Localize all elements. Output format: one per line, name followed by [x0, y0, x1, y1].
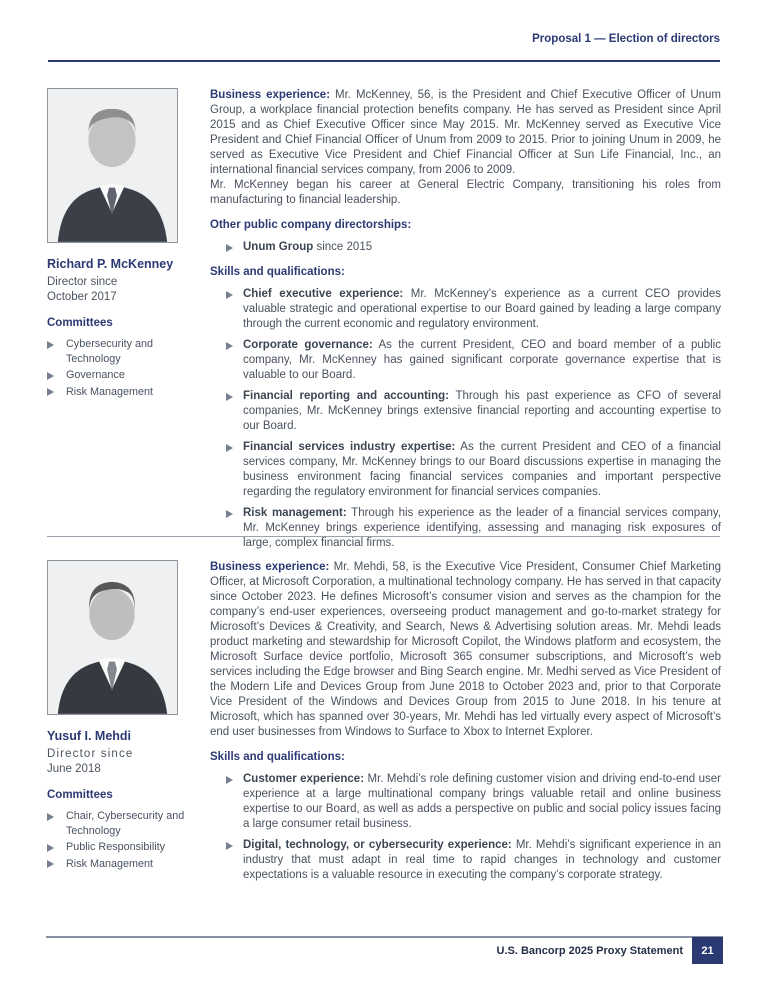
footer-document-title: U.S. Bancorp 2025 Proxy Statement — [496, 945, 683, 957]
committee-item: Public Responsibility — [47, 840, 187, 855]
director-details — [210, 88, 721, 557]
skill-text: Mr. Mehdi’s role defining customer vision and driving end-to-end user experience at a large multinational company brings valuable retail and online business expertise to our Board, as well as adds a perspective on public and social policy issues facing a large consumer retail business. — [243, 773, 722, 830]
business-experience-paragraph — [210, 560, 721, 740]
business-experience-label: Business experience: — [210, 561, 330, 573]
bullet-triangle-icon — [226, 291, 233, 299]
directorship-detail: since 2015 — [316, 241, 373, 253]
business-experience-text: Mr. McKenney, 56, is the President and Chief Executive Officer of Unum Group, a workplace financial protection benefits company. He has served as President since April 2015 and as Chief Executive Officer since May 2015. Mr. McKenney served as Executive Vice President and Chief Financial Officer of Unum from 2009 to 2015. Prior to joining Unum in 2009, he served as Executive Vice President and Chief Financial Officer at Sun Life Financial, Inc., an international financial services company, from 2006 to 2009. — [210, 89, 721, 176]
director-photo — [47, 560, 178, 715]
page-number-badge — [692, 937, 723, 964]
business-experience-paragraph — [210, 88, 721, 178]
section-divider — [47, 536, 720, 537]
committee-list — [47, 809, 187, 871]
skills-list — [210, 287, 721, 551]
bullet-triangle-icon — [226, 393, 233, 401]
skill-label: Risk management: — [243, 507, 347, 519]
skill-text: As the current President, CEO and board member of a public company, Mr. McKenney has gained significant corporate governance expertise that is valuable to our Board. — [243, 339, 721, 381]
bullet-triangle-icon — [47, 813, 54, 821]
page-header-title: Proposal 1 — Election of directors — [532, 33, 720, 45]
director-details — [210, 560, 721, 889]
committee-item: Cybersecurity and Technology — [47, 337, 187, 366]
skill-item — [210, 389, 721, 434]
bullet-triangle-icon — [47, 860, 54, 868]
skill-text: Mr. Mehdi’s significant experience in an industry that must adapt in real time to rapid changes in technology and customer expectations is a valuable resource in executing the company’s corporate strategy. — [243, 839, 721, 881]
bullet-triangle-icon — [47, 341, 54, 349]
skill-item — [210, 440, 721, 500]
committee-item: Chair, Cybersecurity and Technology — [47, 809, 187, 838]
director-sidebar — [47, 560, 187, 873]
skill-label: Customer experience: — [243, 773, 365, 785]
page-number: 21 — [701, 944, 714, 957]
directorship-company: Unum Group — [243, 241, 314, 253]
director-name: Yusuf I. Mehdi — [47, 729, 132, 743]
committees-heading: Committees — [47, 317, 113, 329]
skill-text: Mr. McKenney’s experience as a current CEO provides valuable strategic and operational expertise to our Board gained by leading a large company through the current economic and regulatory environment. — [243, 288, 721, 330]
directorship-item — [210, 240, 721, 255]
footer-rule — [46, 936, 723, 938]
header-rule — [48, 60, 720, 62]
director-sidebar — [47, 88, 187, 401]
director-since-label: Director since — [47, 276, 118, 288]
skill-label: Financial services industry expertise: — [243, 441, 456, 453]
portrait-photo-icon — [48, 89, 177, 242]
skill-item — [210, 772, 721, 832]
skill-label: Chief executive experience: — [243, 288, 404, 300]
skill-label: Digital, technology, or cybersecurity experience: — [243, 839, 512, 851]
committee-item: Governance — [47, 368, 187, 383]
skills-heading: Skills and qualifications: — [210, 266, 345, 278]
committee-list — [47, 337, 187, 399]
skills-heading: Skills and qualifications: — [210, 751, 345, 763]
bullet-triangle-icon — [226, 842, 233, 850]
portrait-photo-icon — [48, 561, 177, 714]
bullet-triangle-icon — [47, 372, 54, 380]
bullet-triangle-icon — [226, 244, 233, 252]
bullet-triangle-icon — [47, 388, 54, 396]
skill-item — [210, 838, 721, 883]
directorships-heading: Other public company directorships: — [210, 219, 412, 231]
director-photo — [47, 88, 178, 243]
skill-item — [210, 506, 721, 551]
director-name: Richard P. McKenney — [47, 257, 174, 271]
committee-item: Risk Management — [47, 857, 187, 872]
directorships-list — [210, 240, 721, 255]
business-experience-label: Business experience: — [210, 89, 331, 101]
bullet-triangle-icon — [226, 444, 233, 452]
business-experience-continued: Mr. McKenney began his career at General Electric Company, transitioning his roles from manufacturing to financial leadership. — [210, 179, 721, 206]
director-since-label: Director since — [47, 748, 134, 760]
bullet-triangle-icon — [226, 776, 233, 784]
skill-item — [210, 287, 721, 332]
skill-label: Corporate governance: — [243, 339, 373, 351]
bullet-triangle-icon — [226, 510, 233, 518]
business-experience-text: Mr. Mehdi, 58, is the Executive Vice President, Consumer Chief Marketing Officer, at Microsoft Corporation, a multinational technology company. He has served in that capacity since October 2023. He defines Microsoft’s consumer vision and serves as the champion for the company’s end-user experiences, overseeing product management and go-to-market strategy for Microsoft’s Devices & Creativity, and Search, News & Advertising solution areas. Mr. Mehdi leads product marketing and stewardship for Microsoft Copilot, the Windows platform and ecosystem, the Microsoft Surface device portfolio, Microsoft 365 consumer subscriptions, and Microsoft’s web services including the Edge browser and Bing Search engine. Mr. Medhi served as Vice President of the Modern Life and Devices Group from June 2018 to October 2023 and, prior to that Corporate Vice President of the Windows and Devices Group from 2015 to June 2018. In his tenure at Microsoft, which has spanned over 30-years, Mr. Mehdi has led virtually every aspect of Microsoft’s end user businesses from Windows to Surface to Xbox to Internet Explorer. — [210, 561, 721, 738]
committee-item: Risk Management — [47, 385, 187, 400]
skill-text: Through his experience as the leader of a financial services company, Mr. McKenney brings experience identifying, assessing and managing risk exposures of large, complex financial firms. — [243, 507, 721, 549]
director-since-date: October 2017 — [47, 291, 117, 303]
skill-label: Financial reporting and accounting: — [243, 390, 450, 402]
skill-text: As the current President and CEO of a financial services company, Mr. McKenney brings to our Board discussions expertise in managing the business environment facing financial services companies and important perspective regarding the regulatory environment for financial services companies. — [243, 441, 721, 498]
bullet-triangle-icon — [226, 342, 233, 350]
skill-text: Through his past experience as CFO of several companies, Mr. McKenney brings extensive financial reporting and accounting expertise to our Board. — [243, 390, 721, 432]
director-since-date: June 2018 — [47, 763, 101, 775]
bullet-triangle-icon — [47, 844, 54, 852]
committees-heading: Committees — [47, 789, 113, 801]
skill-item — [210, 338, 721, 383]
skills-list — [210, 772, 721, 883]
